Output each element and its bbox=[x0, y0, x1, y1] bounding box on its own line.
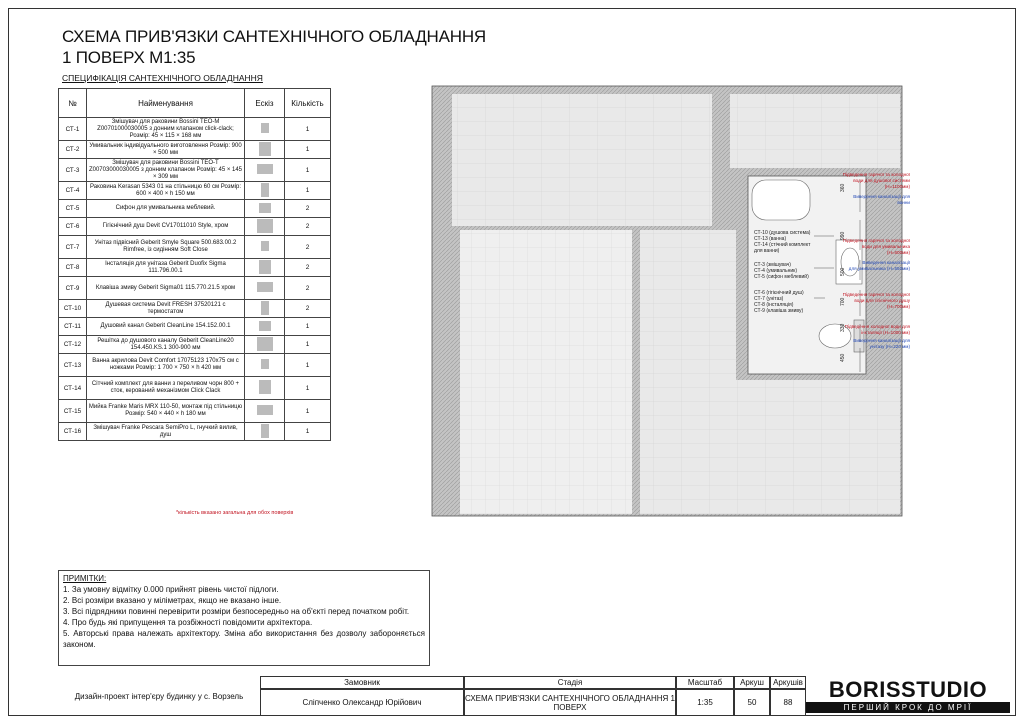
label-ct9: СТ-9 (клавіша змиву) bbox=[754, 308, 804, 314]
label-ct13: СТ-13 (ванна) bbox=[754, 236, 787, 242]
row-number: СТ-16 bbox=[59, 423, 87, 441]
row-qty: 1 bbox=[285, 318, 331, 336]
note-drain-sink-2: для умивальника (Н=550мм) bbox=[848, 266, 910, 271]
row-name: Ванна акрилова Devit Comfort 17075123 170х75 см с ножками Розмір: 1 700 × 750 × h 420 мм bbox=[87, 354, 245, 377]
row-name: Мийка Franke Maris MRX 110-50, монтаж під стільницю Розмір: 540 × 440 × h 180 мм bbox=[87, 400, 245, 423]
project-name: Дизайн-проект інтер'єру будинку у с. Ворзель bbox=[74, 691, 244, 701]
row-qty: 1 bbox=[285, 377, 331, 400]
product-sketch-icon bbox=[261, 241, 269, 251]
note-installation-water-1: Підведення холодної води для bbox=[844, 324, 910, 329]
row-qty: 1 bbox=[285, 423, 331, 441]
row-qty: 2 bbox=[285, 300, 331, 318]
table-row bbox=[59, 277, 331, 300]
table-row bbox=[59, 218, 331, 236]
row-sketch bbox=[245, 218, 285, 236]
table-row bbox=[59, 423, 331, 441]
note-installation-water-2: інсталяції (Н=1000 мм) bbox=[861, 330, 910, 335]
note-hot-cold-sink-1: Підведення гарячої та холодної bbox=[842, 238, 910, 243]
table-row bbox=[59, 259, 331, 277]
logo-slogan: ПЕРШИЙ КРОК ДО МРІЇ bbox=[806, 702, 1010, 713]
dim-4: 700 bbox=[840, 297, 846, 306]
client-label: Замовник bbox=[260, 676, 464, 689]
row-sketch bbox=[245, 300, 285, 318]
dim-2: 990 bbox=[840, 231, 846, 240]
scale-value: 1:35 bbox=[676, 689, 734, 716]
product-sketch-icon bbox=[261, 359, 269, 369]
row-number: СТ-11 bbox=[59, 318, 87, 336]
table-row bbox=[59, 318, 331, 336]
row-name: Душовий канал Geberit CleanLine 154.152.00.1 bbox=[87, 318, 245, 336]
row-sketch bbox=[245, 400, 285, 423]
row-qty: 2 bbox=[285, 259, 331, 277]
col-header-no: № bbox=[59, 89, 87, 118]
row-qty: 2 bbox=[285, 200, 331, 218]
dim-5: 330 bbox=[840, 323, 846, 332]
row-sketch bbox=[245, 259, 285, 277]
row-qty: 1 bbox=[285, 159, 331, 182]
note-hot-cold-sink-3: (Н=600мм) bbox=[886, 250, 910, 255]
note-hot-cold-sink-2: води для умивальника bbox=[861, 244, 910, 249]
note-drain-toilet-1: Виведення каналізації для bbox=[853, 338, 910, 343]
label-ct4: СТ-4 (умивальник) bbox=[754, 268, 797, 274]
col-header-qty: Кількість bbox=[285, 89, 331, 118]
note-hygienic-shower-1: Підведення гарячої та холодної bbox=[842, 292, 910, 297]
note-hot-cold-shower-2: води для душової системи bbox=[853, 178, 910, 183]
row-name: Унітаз підвісний Geberit Smyle Square 500.683.00.2 Rimfree, із сидінням Soft Close bbox=[87, 236, 245, 259]
table-header-row bbox=[59, 89, 331, 118]
bathtub bbox=[752, 180, 810, 220]
room-stair bbox=[460, 230, 632, 514]
note-drain-bath-2: ванни bbox=[897, 200, 910, 205]
row-number: СТ-15 bbox=[59, 400, 87, 423]
table-row bbox=[59, 200, 331, 218]
label-ct8: СТ-8 (інсталяція) bbox=[754, 302, 794, 308]
title-line-2: 1 ПОВЕРХ М1:35 bbox=[62, 48, 196, 67]
product-sketch-icon bbox=[257, 337, 273, 351]
sheet-title bbox=[62, 26, 486, 68]
row-qty: 2 bbox=[285, 218, 331, 236]
row-sketch bbox=[245, 318, 285, 336]
row-name: Раковина Kerasan 5343 01 на стільницю 60 см Розмір: 600 × 400 × h 150 мм bbox=[87, 182, 245, 200]
row-sketch bbox=[245, 277, 285, 300]
spec-table bbox=[58, 88, 331, 441]
row-qty: 1 bbox=[285, 400, 331, 423]
label-ct14: СТ-14 (стічний комплект bbox=[754, 242, 811, 248]
floor-plan bbox=[430, 80, 910, 520]
notes-title: ПРИМІТКИ: bbox=[63, 574, 107, 583]
row-number: СТ-1 bbox=[59, 118, 87, 141]
spec-title: СПЕЦИФІКАЦІЯ САНТЕХНІЧНОГО ОБЛАДНАННЯ bbox=[62, 73, 263, 83]
row-name: Умивальник індивідуального виготовлення Розмір: 900 × 500 мм bbox=[87, 141, 245, 159]
row-sketch bbox=[245, 182, 285, 200]
product-sketch-icon bbox=[259, 203, 271, 213]
table-row bbox=[59, 159, 331, 182]
row-number: СТ-6 bbox=[59, 218, 87, 236]
row-sketch bbox=[245, 118, 285, 141]
scale-label: Масштаб bbox=[676, 676, 734, 689]
row-name: Душевая система Devit FRESH 37520121 с термостатом bbox=[87, 300, 245, 318]
product-sketch-icon bbox=[259, 260, 271, 274]
table-row bbox=[59, 182, 331, 200]
row-qty: 1 bbox=[285, 336, 331, 354]
note-item: 5. Авторські права належать архітектору. Зміна або використання без дозволу забороняється законом. bbox=[63, 629, 425, 649]
row-qty: 1 bbox=[285, 354, 331, 377]
product-sketch-icon bbox=[257, 405, 273, 415]
client-value: Сліпченко Олександр Юрійович bbox=[260, 689, 464, 716]
note-hygienic-shower-2: води для гігієнічного душу bbox=[854, 298, 910, 303]
label-ct5: СТ-5 (сифон меблевий) bbox=[754, 274, 809, 280]
qty-footnote: *кількість вказано загальна для обох поверхів bbox=[176, 510, 294, 516]
row-sketch bbox=[245, 354, 285, 377]
table-row bbox=[59, 377, 331, 400]
row-number: СТ-12 bbox=[59, 336, 87, 354]
note-hot-cold-shower-3: (Н=1100мм) bbox=[884, 184, 910, 189]
row-qty: 1 bbox=[285, 118, 331, 141]
row-name: Інсталяція для унітаза Geberit Duofix Sigma 111.796.00.1 bbox=[87, 259, 245, 277]
product-sketch-icon bbox=[257, 282, 273, 292]
stage-value: СХЕМА ПРИВ'ЯЗКИ САНТЕХНІЧНОГО ОБЛАДНАННЯ 1 ПОВЕРХ bbox=[464, 689, 676, 716]
product-sketch-icon bbox=[259, 321, 271, 331]
note-drain-sink-1: Виведення каналізації bbox=[862, 260, 910, 265]
title-line-1: СХЕМА ПРИВ'ЯЗКИ САНТЕХНІЧНОГО ОБЛАДНАННЯ bbox=[62, 27, 486, 46]
product-sketch-icon bbox=[261, 183, 269, 197]
table-row bbox=[59, 236, 331, 259]
row-sketch bbox=[245, 236, 285, 259]
row-number: СТ-13 bbox=[59, 354, 87, 377]
table-row bbox=[59, 141, 331, 159]
table-row bbox=[59, 300, 331, 318]
row-name: Змішувач Franke Pescara SemiPro L, гнучкий вилив, душ bbox=[87, 423, 245, 441]
col-header-sketch: Ескіз bbox=[245, 89, 285, 118]
row-sketch bbox=[245, 159, 285, 182]
logo-name: BORISSTUDIO bbox=[828, 677, 988, 702]
row-qty: 1 bbox=[285, 182, 331, 200]
row-sketch bbox=[245, 141, 285, 159]
table-row bbox=[59, 118, 331, 141]
label-ct3: СТ-3 (змішувач) bbox=[754, 262, 791, 268]
room-top-right bbox=[730, 94, 900, 168]
row-name: Гігієнічний душ Devit CV17011010 Style, хром bbox=[87, 218, 245, 236]
dim-6: 450 bbox=[840, 353, 846, 362]
note-item: 4. Про будь які припущення та розбіжності повідомити архітектора. bbox=[63, 618, 313, 627]
row-number: СТ-5 bbox=[59, 200, 87, 218]
row-number: СТ-10 bbox=[59, 300, 87, 318]
row-number: СТ-4 bbox=[59, 182, 87, 200]
product-sketch-icon bbox=[261, 424, 269, 438]
row-number: СТ-7 bbox=[59, 236, 87, 259]
row-name: Сифон для умивальника меблевий. bbox=[87, 200, 245, 218]
row-sketch bbox=[245, 377, 285, 400]
row-sketch bbox=[245, 200, 285, 218]
row-number: СТ-3 bbox=[59, 159, 87, 182]
row-number: СТ-14 bbox=[59, 377, 87, 400]
row-qty: 1 bbox=[285, 141, 331, 159]
note-hot-cold-shower-1: Підведення гарячої та холодної bbox=[842, 172, 910, 177]
note-drain-bath-1: Виведення каналізації для bbox=[853, 194, 910, 199]
row-name: Клавіша змиву Geberit Sigma01 115.770.21.5 хром bbox=[87, 277, 245, 300]
row-name: Змішувач для раковини Bossini TEO-T Z00703000030005 з донним клапаном Розмір: 45 × 145 × 309 мм bbox=[87, 159, 245, 182]
room-bottom bbox=[640, 380, 900, 514]
studio-logo bbox=[806, 678, 1010, 714]
row-qty: 2 bbox=[285, 277, 331, 300]
product-sketch-icon bbox=[261, 123, 269, 133]
stage-label: Стадія bbox=[464, 676, 676, 689]
notes-box bbox=[58, 570, 430, 666]
product-sketch-icon bbox=[257, 219, 273, 233]
sheet-value: 50 bbox=[734, 689, 770, 716]
row-number: СТ-9 bbox=[59, 277, 87, 300]
label-ct10: СТ-10 (душова система) bbox=[754, 230, 811, 236]
table-row bbox=[59, 400, 331, 423]
label-ct7: СТ-7 (унітаз) bbox=[754, 296, 784, 302]
note-item: 1. За умовну відмітку 0.000 прийнят рівень чистої підлоги. bbox=[63, 585, 279, 594]
label-ct14b: для ванни) bbox=[754, 248, 780, 254]
row-number: СТ-8 bbox=[59, 259, 87, 277]
sheets-label: Аркушів bbox=[770, 676, 806, 689]
row-qty: 2 bbox=[285, 236, 331, 259]
table-row bbox=[59, 336, 331, 354]
row-sketch bbox=[245, 423, 285, 441]
product-sketch-icon bbox=[259, 380, 271, 394]
dim-1: 360 bbox=[840, 183, 846, 192]
note-hygienic-shower-3: (Н=700мм) bbox=[886, 304, 910, 309]
col-header-name: Найменування bbox=[87, 89, 245, 118]
row-name: Решітка до душового каналу Geberit CleanLine20 154.450.KS.1 300-900 мм bbox=[87, 336, 245, 354]
row-name: Змішувач для раковини Bossini TEO-M Z00701000030005 з донним клапаном click-clack; Розмір: 45 × 115 × 168 мм bbox=[87, 118, 245, 141]
row-name: Сітчний комплект для ванни з переливом чорн 800 + сток, керований механізмом Click Clack bbox=[87, 377, 245, 400]
room-top-left bbox=[452, 94, 712, 226]
row-sketch bbox=[245, 336, 285, 354]
row-number: СТ-2 bbox=[59, 141, 87, 159]
sheets-value: 88 bbox=[770, 689, 806, 716]
product-sketch-icon bbox=[261, 301, 269, 315]
dim-3: 500 bbox=[840, 267, 846, 276]
product-sketch-icon bbox=[257, 164, 273, 174]
sheet-label: Аркуш bbox=[734, 676, 770, 689]
label-ct6: СТ-6 (гігієнічний душ) bbox=[754, 290, 804, 296]
product-sketch-icon bbox=[259, 142, 271, 156]
room-hall bbox=[640, 230, 736, 380]
note-item: 2. Всі розміри вказано у міліметрах, якщо не вказано інше. bbox=[63, 596, 282, 605]
table-row bbox=[59, 354, 331, 377]
note-item: 3. Всі підрядники повинні перевірити розміри безпосередньо на об'єкті перед початком робіт. bbox=[63, 607, 410, 616]
note-drain-toilet-2: унітазу (Н=220 мм) bbox=[869, 344, 910, 349]
